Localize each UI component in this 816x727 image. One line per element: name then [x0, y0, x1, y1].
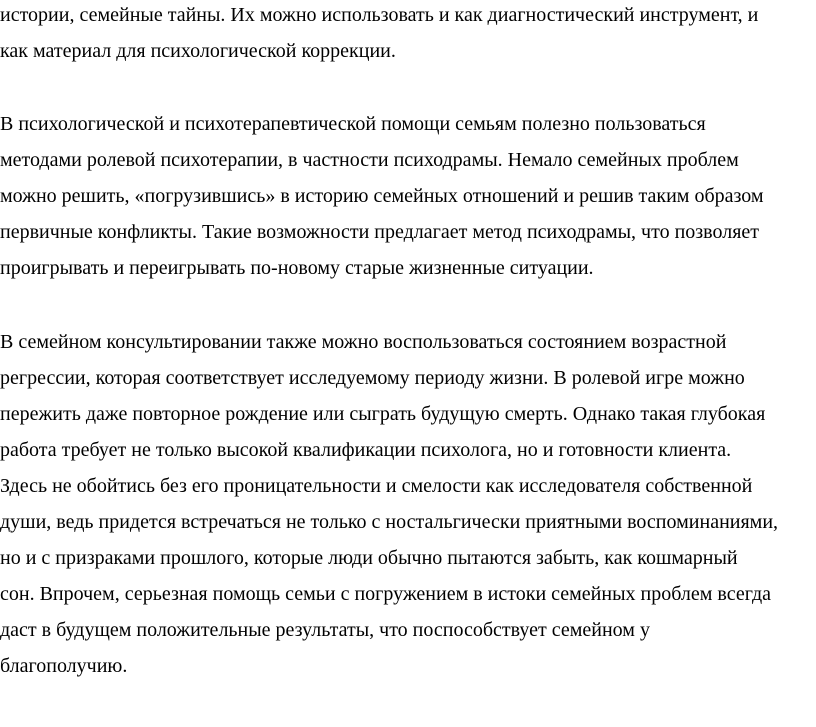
text-line: благополучию.: [0, 655, 128, 677]
text-line: проигрывать и переигрывать по-новому старые жизненные ситуации.: [0, 257, 594, 279]
text-line: методами ролевой психотерапии, в частности психодрамы. Немало семейных проблем: [0, 149, 739, 171]
text-line: работа требует не только высокой квалификации психолога, но и готовности клиента.: [0, 439, 732, 461]
text-line: но и с призраками прошлого, которые люди обычно пытаются забыть, как кошмарный: [0, 547, 738, 569]
text-line: души, ведь придется встречаться не только с ностальгически приятными воспоминаниями,: [0, 511, 779, 533]
text-line: В психологической и психотерапевтической помощи семьям полезно пользоваться: [0, 113, 706, 135]
text-line: можно решить, «погрузившись» в историю семейных отношений и решив таким образом: [0, 185, 764, 207]
text-line: истории, семейные тайны. Их можно использовать и как диагностический инструмент, и: [0, 4, 759, 26]
text-line: сон. Впрочем, серьезная помощь семьи с погружением в истоки семейных проблем всегда: [0, 583, 771, 605]
text-line: В семейном консультировании также можно воспользоваться состоянием возрастной: [0, 331, 727, 353]
text-line: первичные конфликты. Такие возможности предлагает метод психодрамы, что позволяет: [0, 221, 760, 243]
text-line: пережить даже повторное рождение или сыграть будущую смерть. Однако такая глубокая: [0, 403, 766, 425]
text-line: даст в будущем положительные результаты, что поспособствует семейном у: [0, 619, 650, 641]
text-line: как материал для психологической коррекции.: [0, 40, 396, 62]
text-line: Здесь не обойтись без его проницательности и смелости как исследователя собственной: [0, 475, 753, 497]
text-line: регрессии, которая соответствует исследуемому периоду жизни. В ролевой игре можно: [0, 367, 745, 389]
